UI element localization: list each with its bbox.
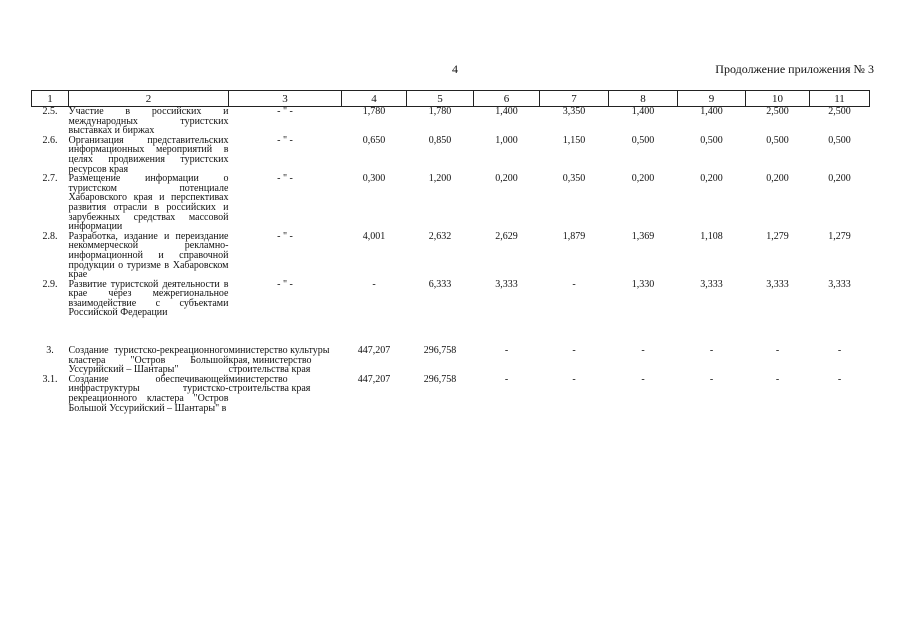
value-cell: 0,650	[362, 134, 386, 146]
value-cell: 1,780	[362, 106, 386, 117]
value-cell: 0,200	[495, 173, 518, 185]
value-cell: 1,150	[562, 134, 586, 146]
column-header: 4	[342, 91, 407, 107]
value-cell: 1,279	[766, 230, 789, 242]
column-header: 8	[609, 91, 678, 107]
value-cell: -	[504, 373, 509, 385]
value-cell: 1,400	[495, 106, 518, 117]
responsible-executor: министерство культуры края, министерство строительства края	[228, 345, 330, 376]
value-cell: -	[775, 373, 780, 385]
value-cell: -	[837, 345, 842, 357]
value-cell: 0,200	[700, 173, 723, 185]
column-header: 9	[678, 91, 746, 107]
value-cell: 447,207	[357, 345, 391, 357]
value-cell: 0,500	[700, 134, 723, 146]
value-cell: -	[572, 278, 576, 290]
value-cell: -	[641, 373, 645, 385]
value-cell: -	[572, 345, 576, 357]
table-row	[32, 136, 870, 174]
value-cell: 3,333	[700, 278, 723, 290]
value-cell: 0,500	[766, 134, 789, 146]
column-header: 1	[32, 91, 69, 107]
program-measures-table	[31, 90, 870, 413]
value-cell: 0,200	[766, 173, 789, 185]
value-cell: 6,333	[428, 278, 452, 290]
value-cell: -	[641, 345, 645, 357]
measure-name: Разработка, издание и переиздание некоммерческой рекламно-информационной и справочной продукции о туризме в Хабаровском крае	[68, 230, 229, 281]
value-cell: -	[837, 373, 842, 385]
appendix-continuation-note: Продолжение приложения № 3	[715, 62, 874, 76]
responsible-executor: министерство строительства края	[228, 373, 311, 395]
value-cell: 2,500	[766, 106, 789, 117]
value-cell: 0,200	[828, 173, 851, 185]
value-cell: 2,632	[428, 230, 452, 242]
value-cell: 3,333	[828, 278, 851, 290]
table-row	[32, 375, 870, 413]
value-cell: -	[775, 345, 780, 357]
value-cell: -	[709, 345, 714, 357]
table-row	[32, 280, 870, 346]
value-cell: 1,279	[828, 230, 851, 242]
measure-name: Организация представительских информационных мероприятий в целях продвижения туристских ресурсов края	[68, 134, 229, 175]
row-number: 2.9.	[42, 278, 58, 290]
value-cell: -	[372, 278, 376, 290]
value-cell: 1,780	[428, 106, 452, 117]
value-cell: 0,350	[562, 173, 586, 185]
value-cell: 1,108	[700, 230, 723, 242]
value-cell: 296,758	[423, 345, 457, 357]
value-cell: -	[572, 373, 576, 385]
column-header: 10	[746, 91, 810, 107]
value-cell: -	[709, 373, 714, 385]
value-cell: 2,629	[495, 230, 518, 242]
value-cell: 4,001	[362, 230, 386, 242]
responsible-executor: - " -	[277, 230, 293, 242]
responsible-executor: - " -	[277, 173, 293, 185]
row-number: 3.1.	[42, 373, 58, 385]
column-header: 2	[69, 91, 229, 107]
table-row	[32, 107, 870, 136]
measure-name: Участие в российских и международных туристских выставках и биржах	[68, 106, 229, 137]
value-cell: 1,400	[631, 106, 655, 117]
responsible-executor: - " -	[277, 134, 293, 146]
value-cell: 0,500	[828, 134, 851, 146]
page-number: 4	[452, 62, 458, 76]
table-row	[32, 232, 870, 280]
value-cell: 296,758	[423, 373, 457, 385]
value-cell: 1,369	[631, 230, 655, 242]
value-cell: 1,330	[631, 278, 655, 290]
value-cell: 1,879	[562, 230, 586, 242]
measure-name: Создание обеспечивающей инфраструктуры туристско-рекреационного кластера "Остров Большой Уссурийский – Шантары" в	[68, 373, 229, 414]
value-cell: 0,300	[362, 173, 386, 185]
value-cell: 0,200	[631, 173, 655, 185]
measure-name: Создание туристско-рекреационного кластера "Остров Большой Уссурийский – Шантары"	[68, 345, 229, 376]
row-number: 2.7.	[42, 173, 58, 185]
table-row	[32, 346, 870, 375]
measure-name: Развитие туристской деятельности в крае через межрегиональное взаимодействие с субъектами Российской Федерации	[68, 278, 229, 319]
column-number-row	[32, 91, 870, 107]
row-number: 3.	[46, 345, 54, 357]
row-number: 2.6.	[42, 134, 58, 146]
value-cell: 1,000	[495, 134, 518, 146]
column-header: 6	[474, 91, 540, 107]
value-cell: 0,850	[428, 134, 452, 146]
value-cell: 2,500	[828, 106, 851, 117]
responsible-executor: - " -	[277, 106, 293, 117]
column-header: 5	[407, 91, 474, 107]
table-row	[32, 174, 870, 232]
value-cell: -	[504, 345, 509, 357]
measure-name: Размещение информации о туристском потенциале Хабаровского края и перспективах развития отрасли в российских и зарубежных средствах массовой информации	[68, 173, 229, 233]
value-cell: 447,207	[357, 373, 391, 385]
column-header: 3	[229, 91, 342, 107]
value-cell: 0,500	[631, 134, 655, 146]
value-cell: 1,200	[428, 173, 452, 185]
responsible-executor: - " -	[277, 278, 293, 290]
row-number: 2.8.	[42, 230, 58, 242]
value-cell: 3,333	[766, 278, 789, 290]
row-number: 2.5.	[42, 106, 58, 117]
column-header: 11	[810, 91, 870, 107]
value-cell: 3,333	[495, 278, 518, 290]
column-header: 7	[540, 91, 609, 107]
value-cell: 1,400	[700, 106, 723, 117]
value-cell: 3,350	[562, 106, 586, 117]
